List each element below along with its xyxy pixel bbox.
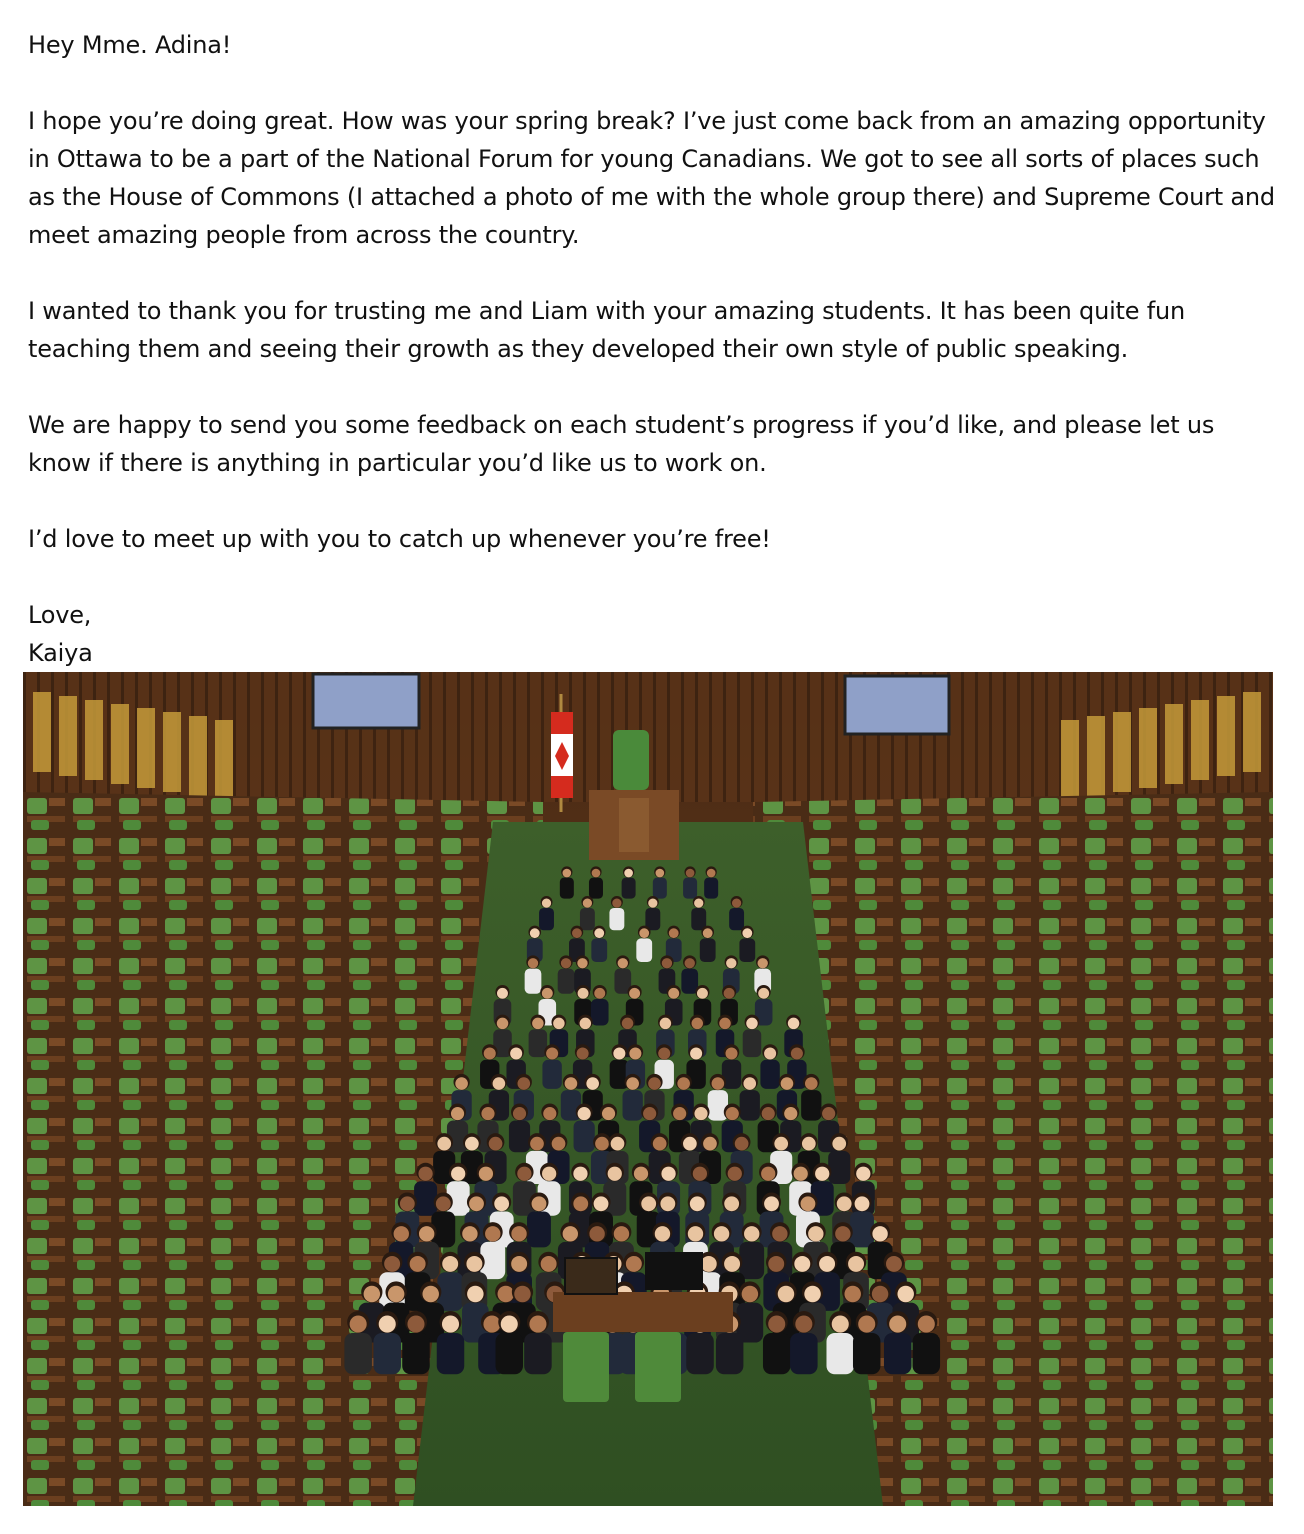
person xyxy=(884,1311,912,1374)
person xyxy=(763,1311,791,1374)
person xyxy=(529,1015,548,1058)
person xyxy=(636,926,652,962)
person xyxy=(814,1252,840,1311)
person xyxy=(405,1252,431,1311)
paragraph-2: I wanted to thank you for trusting me and Liam with your amazing students. It has been quite fun teaching them and seeing their growth as they developed their own style of public speaking. xyxy=(28,297,1186,363)
group-photo-image xyxy=(23,672,1273,1506)
person xyxy=(344,1311,372,1374)
email-text xyxy=(28,26,1278,672)
person xyxy=(801,1074,821,1121)
person xyxy=(645,896,660,930)
person xyxy=(681,955,698,993)
signoff: Love, xyxy=(28,601,92,629)
person xyxy=(609,896,624,930)
person xyxy=(574,1104,595,1153)
paragraph-4: I’d love to meet up with you to catch up whenever you’re free! xyxy=(28,525,771,553)
person xyxy=(790,1311,818,1374)
person xyxy=(437,1252,463,1311)
person xyxy=(743,1015,762,1058)
person xyxy=(589,866,603,898)
person xyxy=(760,1044,779,1089)
person xyxy=(539,896,554,930)
person xyxy=(683,866,697,898)
person xyxy=(828,1133,850,1184)
group-photo[interactable] xyxy=(23,672,1273,1506)
paragraph-3: We are happy to send you some feedback on each student’s progress if you’d like, and please let us know if there is anything in particular you’d like us to work on. xyxy=(28,411,1215,477)
person xyxy=(542,1044,561,1089)
person xyxy=(729,896,744,930)
person xyxy=(379,1252,405,1311)
person xyxy=(558,955,575,993)
person xyxy=(691,896,706,930)
person xyxy=(580,896,595,930)
person xyxy=(509,1104,530,1153)
person xyxy=(739,926,755,962)
person xyxy=(373,1311,401,1374)
person xyxy=(527,1192,551,1247)
person xyxy=(496,1311,524,1374)
person xyxy=(560,866,574,898)
person xyxy=(913,1311,941,1374)
person xyxy=(623,1074,643,1121)
person xyxy=(525,955,542,993)
person xyxy=(480,1222,505,1279)
person xyxy=(853,1311,881,1374)
person xyxy=(826,1311,854,1374)
paragraph-1: I hope you’re doing great. How was your spring break? I’ve just come back from an amazing opportunity in Ottawa to be a part of the National Forum for young Canadians. We got to see all sorts of places such as the House of Commons (I attached a photo of me with the whole group there) and Supreme Court and meet amazing people from across the country. xyxy=(28,107,1275,249)
person xyxy=(740,1074,760,1121)
person xyxy=(524,1311,552,1374)
person xyxy=(622,866,636,898)
person xyxy=(737,1281,764,1342)
person xyxy=(431,1192,455,1247)
tv-screen-left xyxy=(313,674,419,728)
person xyxy=(850,1192,874,1247)
greeting: Hey Mme. Adina! xyxy=(28,31,232,59)
person xyxy=(739,1222,764,1279)
person xyxy=(591,985,609,1025)
person xyxy=(414,1163,437,1216)
person xyxy=(614,955,631,993)
person xyxy=(591,926,607,962)
signature-name: Kaiya xyxy=(28,639,93,667)
person xyxy=(704,866,718,898)
person xyxy=(437,1311,465,1374)
person xyxy=(700,926,716,962)
person xyxy=(653,866,667,898)
tv-screen-right xyxy=(845,676,949,734)
person xyxy=(402,1311,430,1374)
signature-block xyxy=(28,596,1278,672)
